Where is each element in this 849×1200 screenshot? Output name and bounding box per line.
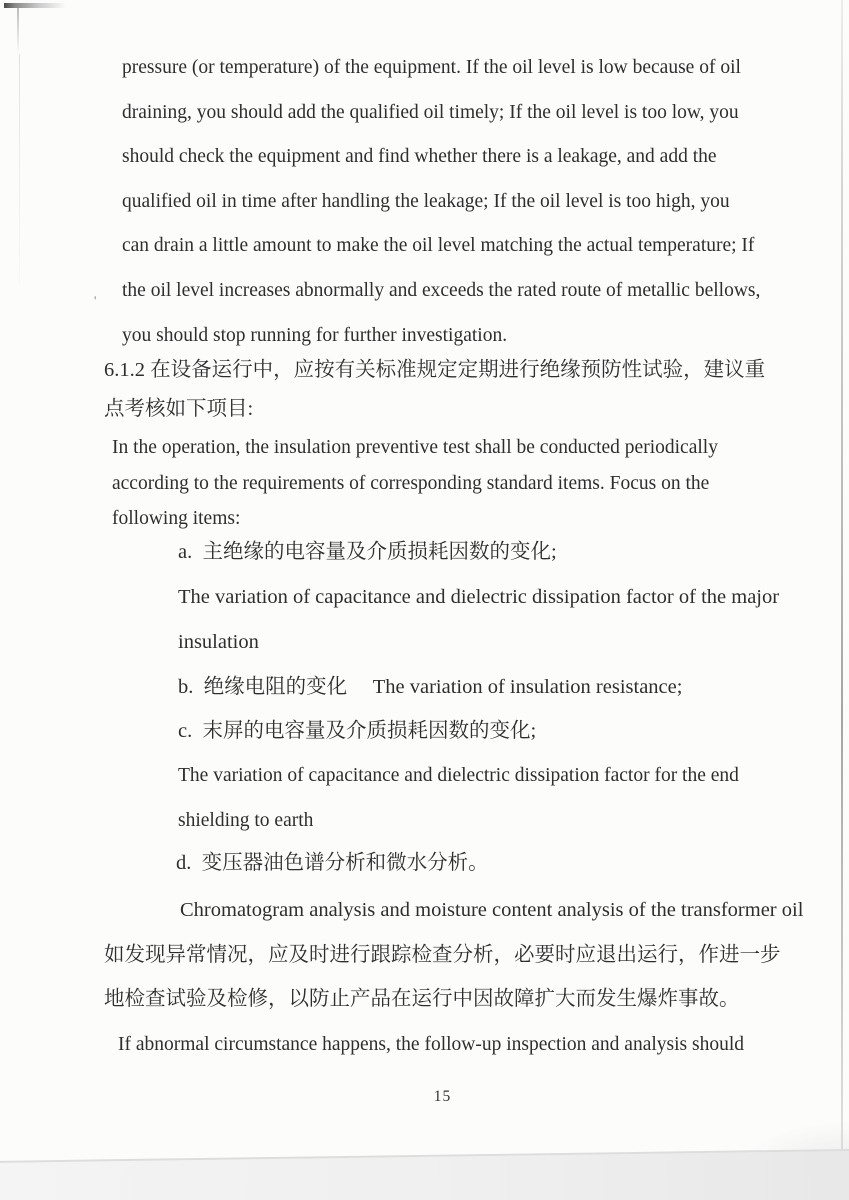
text-line: Chromatogram analysis and moisture content analysis of the transformer oil [180,899,804,921]
list-item-a [178,530,779,665]
scan-left-edge-line [19,54,20,284]
list-items-b-c [178,666,682,753]
text-line: b. 绝缘电阻的变化 The variation of insulation resistance; [178,676,683,698]
text-line: 点考核如下项目: [104,398,254,420]
scan-bottom-page-edge [0,1148,849,1200]
text-line: If abnormal circumstance happens, the follow-up inspection and analysis should [118,1034,744,1055]
text-line: according to the requirements of corresponding standard items. Focus on the [112,472,710,494]
text-line: you should stop running for further investigation. [122,324,508,346]
text-line: 如发现异常情况，应及时进行跟踪检查分析，必要时应退出运行，作进一步 [104,943,781,966]
scan-ink-speck: ' [94,293,97,308]
text-line: draining, you should add the qualified oil timely; If the oil level is too low, you [122,101,739,123]
text-line: can drain a little amount to make the oil level matching the actual temperature; If [122,235,755,257]
para-oil-level [122,46,760,358]
text-line: pressure (or temperature) of the equipment. If the oil level is low because of oil [122,57,741,78]
text-line: The variation of capacitance and dielectric dissipation factor for the end [178,765,739,786]
para-if-abnormal [118,1022,744,1067]
text-line: In the operation, the insulation preventive test shall be conducted periodically [112,437,718,458]
text-line: 6.1.2 在设备运行中，应按有关标准规定定期进行绝缘预防性试验，建议重 [104,359,766,381]
para-chromatogram [104,888,803,1022]
text-line: 地检查试验及检修，以防止产品在运行中因故障扩大而发生爆炸事故。 [104,988,740,1011]
page-number-value: 15 [433,1088,452,1105]
scan-right-page-edge [841,0,843,1158]
text-line: insulation [178,631,259,653]
text-line: qualified oil in time after handling the leakage; If the oil level is too high, you [122,190,730,212]
scan-corner-mark-vertical [17,8,19,54]
text-line: the oil level increases abnormally and exceeds the rated route of metallic bellows, [122,279,761,301]
text-line: should check the equipment and find whether there is a leakage, and add the [122,146,717,168]
para-612-zh [104,351,765,429]
scan-corner-mark-horizontal [4,3,66,8]
text-line: a. 主绝缘的电容量及介质损耗因数的变化; [178,541,557,563]
page-number [0,1088,849,1106]
para-end-shielding [178,753,739,843]
text-line: following items: [112,508,241,530]
text-line: The variation of capacitance and dielectric dissipation factor of the major [178,586,780,608]
text-line: shielding to earth [178,810,314,831]
text-line: d. 变压器油色谱分析和微水分析。 [176,852,489,874]
text-line: c. 末屏的电容量及介质损耗因数的变化; [178,719,537,742]
para-operation-en [112,430,718,537]
list-item-d [176,841,489,886]
